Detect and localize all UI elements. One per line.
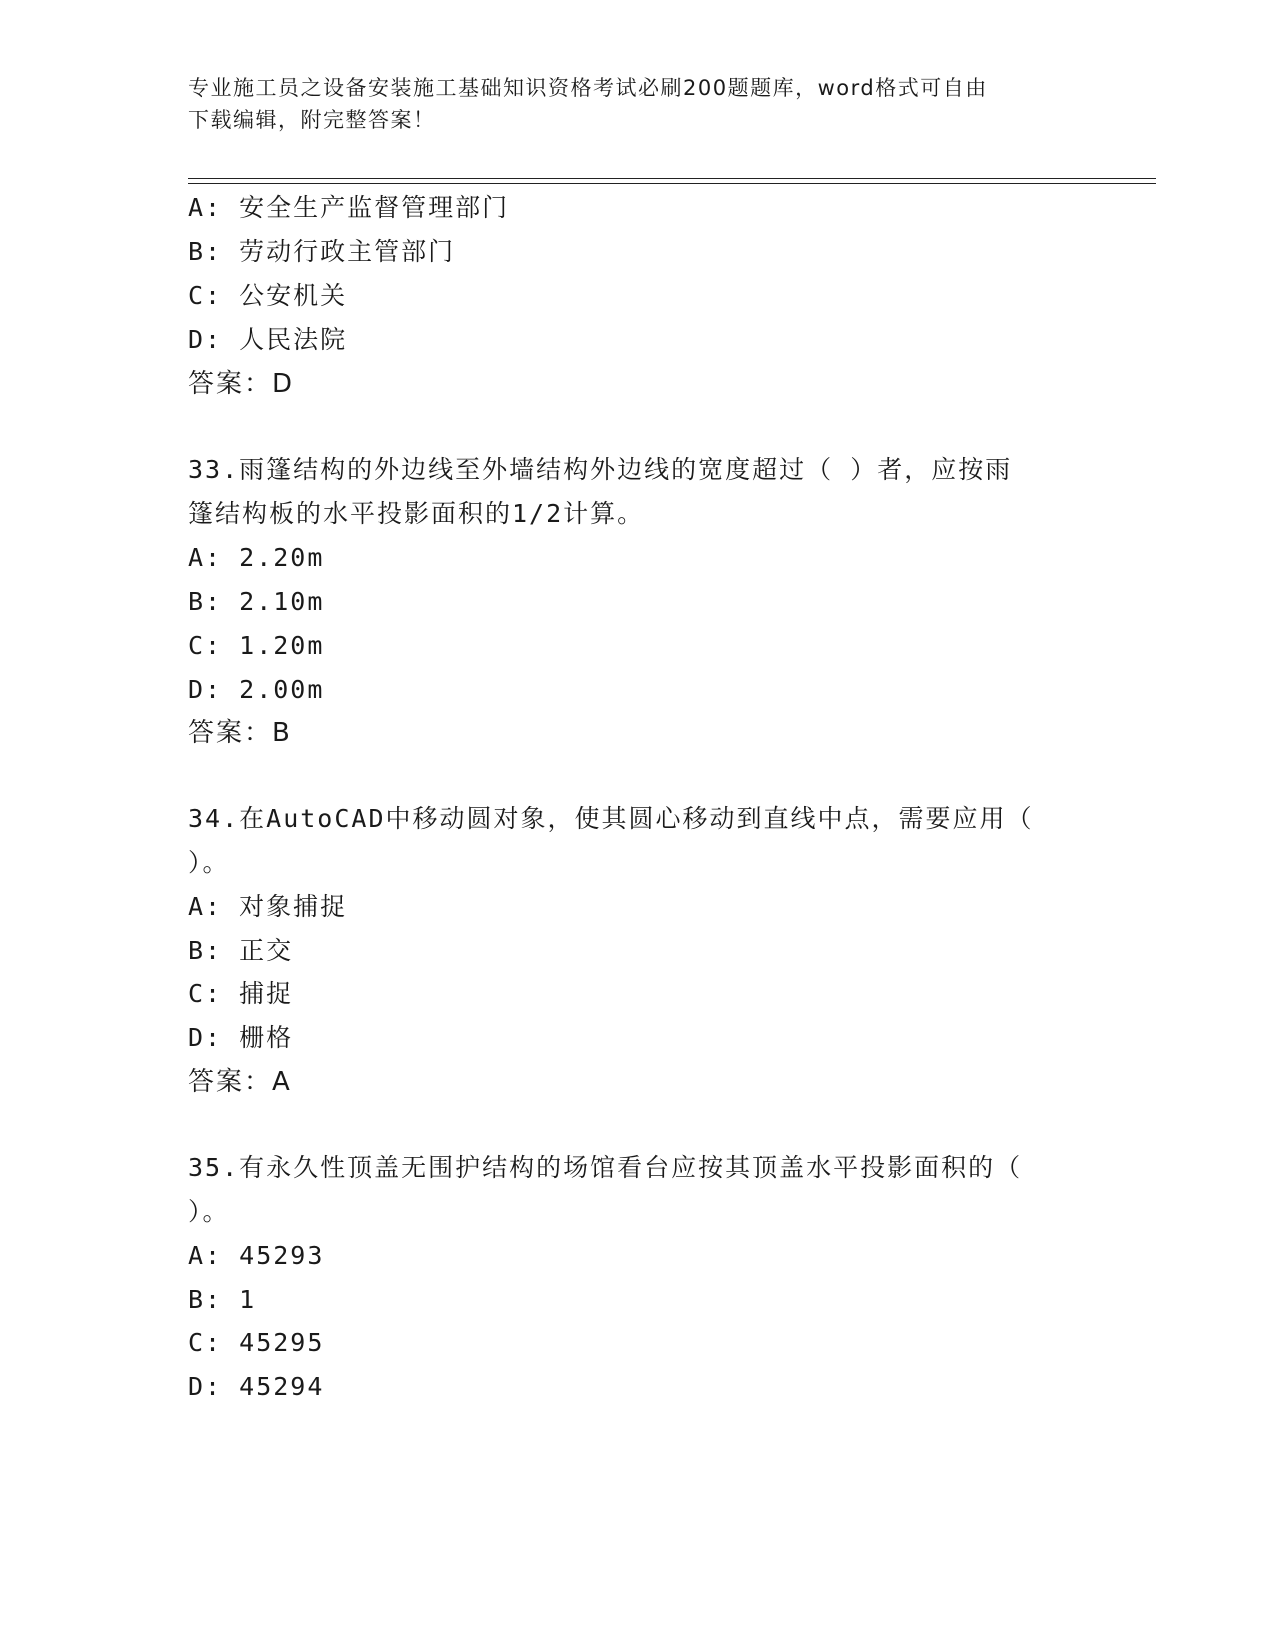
header-line-2: 下载编辑，附完整答案！ (188, 108, 436, 132)
document-header (188, 72, 1068, 136)
q34-option-a: A: 对象捕捉 (188, 892, 348, 921)
q33-text-line-2: 篷结构板的水平投影面积的1/2计算。 (188, 499, 645, 528)
prev-option-a: A: 安全生产监督管理部门 (188, 193, 510, 222)
q35-option-d: D: 45294 (188, 1372, 325, 1401)
q34-text-line-1: 34.在AutoCAD中移动圆对象，使其圆心移动到直线中点，需要应用（ (188, 804, 1034, 833)
prev-option-d: D: 人民法院 (188, 325, 348, 354)
q33-answer: 答案：B (188, 718, 292, 748)
q33-option-c: C: 1.20m (188, 631, 325, 660)
q33-option-b: B: 2.10m (188, 587, 325, 616)
prev-option-c: C: 公安机关 (188, 281, 348, 310)
q35-option-b: B: 1 (188, 1285, 257, 1314)
q34-answer: 答案：A (188, 1067, 292, 1097)
q34-option-c: C: 捕捉 (188, 979, 294, 1008)
q35-option-a: A: 45293 (188, 1241, 325, 1270)
prev-option-b: B: 劳动行政主管部门 (188, 237, 456, 266)
q33-option-d: D: 2.00m (188, 675, 325, 704)
header-line-1: 专业施工员之设备安装施工基础知识资格考试必刷200题题库，word格式可自由 (188, 76, 988, 100)
q35-text-line-2: ）。 (188, 1197, 230, 1226)
prev-answer: 答案：D (188, 369, 295, 399)
q34-option-b: B: 正交 (188, 936, 294, 965)
q34-text-line-2: ）。 (188, 848, 230, 877)
q34-option-d: D: 栅格 (188, 1023, 294, 1052)
q35-text-line-1: 35.有永久性顶盖无围护结构的场馆看台应按其顶盖水平投影面积的（ (188, 1153, 1023, 1182)
header-rule-top (188, 178, 1156, 179)
q35-option-c: C: 45295 (188, 1328, 325, 1357)
q33-text-line-1: 33.雨篷结构的外边线至外墙结构外边线的宽度超过（ ）者，应按雨 (188, 455, 1013, 484)
q33-option-a: A: 2.20m (188, 543, 325, 572)
header-rule-bottom (188, 183, 1156, 184)
